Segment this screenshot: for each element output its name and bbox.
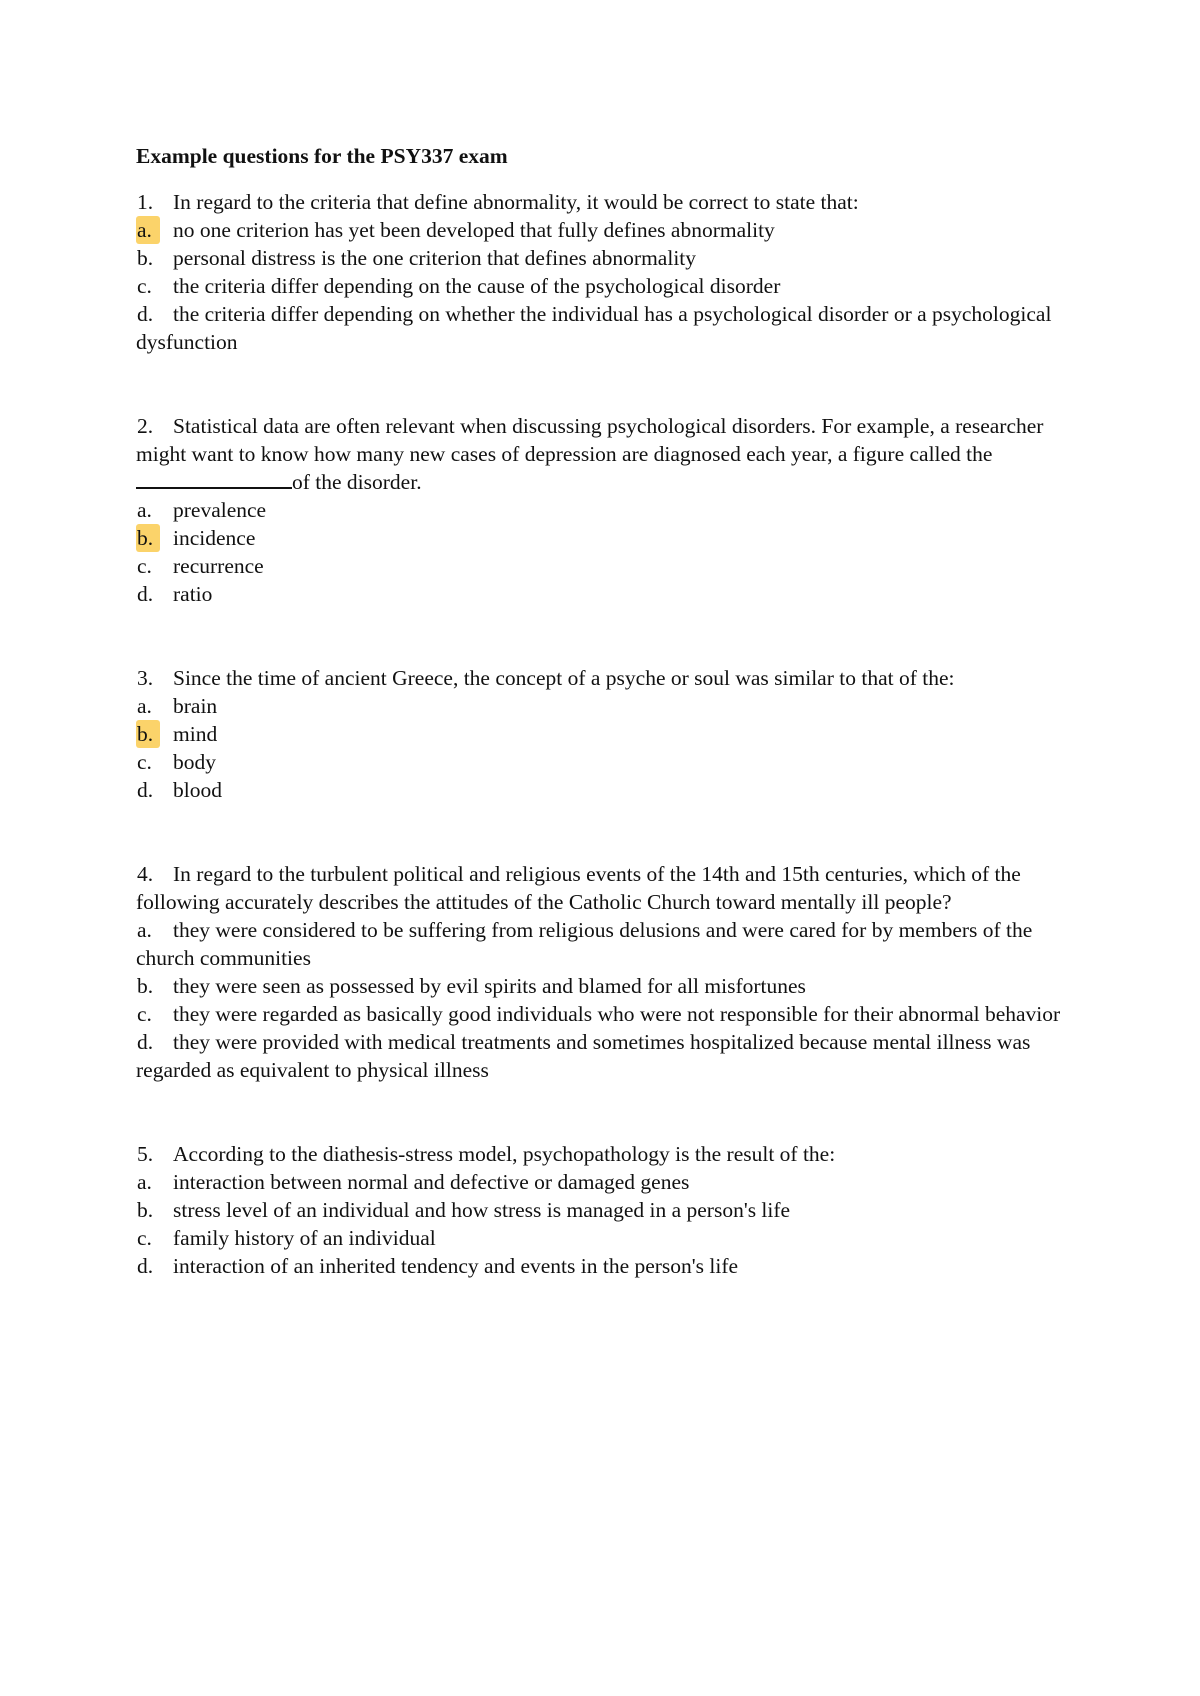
option-letter: d. [137,1030,154,1054]
question-text-after-blank: of the disorder. [292,470,422,494]
answer-option [136,692,1076,720]
option-text: ratio [173,582,213,606]
answer-option [136,244,1076,272]
question-stem [136,1140,1076,1168]
question-5 [136,1140,1076,1280]
option-text: the criteria differ depending on the cause of the psychological disorder [173,274,781,298]
option-letter: c. [137,1226,152,1250]
spacer [136,1084,1076,1140]
option-letter: a. [137,918,152,942]
option-text: prevalence [173,498,267,522]
option-letter: b. [137,974,154,998]
option-letter: a. [137,498,152,522]
answer-option [136,1252,1076,1280]
question-4 [136,860,1076,1084]
option-letter: c. [137,554,152,578]
answer-option [136,1000,1076,1028]
answer-option [136,916,1076,972]
option-text: they were considered to be suffering from religious delusions and were cared for by members of the church communities [136,918,1033,970]
question-1 [136,188,1076,356]
option-text: they were seen as possessed by evil spirits and blamed for all misfortunes [173,974,806,998]
exam-document [136,142,1076,1280]
option-letter-highlighted: b. [136,524,160,552]
option-text: stress level of an individual and how stress is managed in a person's life [173,1198,791,1222]
option-letter: b. [137,246,154,270]
option-letter: a. [137,694,152,718]
question-stem [136,412,1076,496]
answer-option [136,1196,1076,1224]
option-letter: d. [137,302,154,326]
option-letter: a. [137,1170,152,1194]
option-text: interaction of an inherited tendency and events in the person's life [173,1254,739,1278]
question-number: 5. [137,1142,154,1166]
option-letter: c. [137,274,152,298]
option-text: interaction between normal and defective or damaged genes [173,1170,690,1194]
answer-option [136,524,1076,552]
answer-option [136,1224,1076,1252]
option-text: mind [173,722,218,746]
option-letter: d. [137,778,154,802]
question-stem [136,664,1076,692]
option-text: brain [173,694,218,718]
answer-option [136,972,1076,1000]
option-text: no one criterion has yet been developed that fully defines abnormality [173,218,775,242]
question-text: Since the time of ancient Greece, the concept of a psyche or soul was similar to that of the: [173,666,955,690]
option-letter-highlighted: b. [136,720,160,748]
question-stem [136,860,1076,916]
question-text: In regard to the criteria that define abnormality, it would be correct to state that: [173,190,859,214]
option-letter-highlighted: a. [136,216,160,244]
question-2 [136,412,1076,608]
question-text: Statistical data are often relevant when discussing psychological disorders. For example, a researcher might want to know how many new cases of depression are diagnosed each year, a figure called the [136,414,1044,466]
answer-option [136,552,1076,580]
question-number: 2. [137,414,154,438]
question-number: 1. [137,190,154,214]
option-text: body [173,750,216,774]
spacer [136,804,1076,860]
answer-option [136,720,1076,748]
option-letter: d. [137,582,154,606]
spacer [136,356,1076,412]
question-text: In regard to the turbulent political and religious events of the 14th and 15th centuries, which of the following accurately describes the attitudes of the Catholic Church toward mentally ill people? [136,862,1021,914]
answer-option [136,776,1076,804]
spacer [136,608,1076,664]
option-text: the criteria differ depending on whether the individual has a psychological disorder or a psychological dysfunction [136,302,1052,354]
question-stem [136,188,1076,216]
option-letter: c. [137,750,152,774]
option-text: they were provided with medical treatments and sometimes hospitalized because mental illness was regarded as equivalent to physical illness [136,1030,1031,1082]
option-text: recurrence [173,554,264,578]
answer-option [136,272,1076,300]
answer-option [136,1168,1076,1196]
answer-option [136,580,1076,608]
answer-option [136,496,1076,524]
option-letter: b. [137,1198,154,1222]
option-letter: d. [137,1254,154,1278]
answer-option [136,748,1076,776]
question-3 [136,664,1076,804]
option-text: blood [173,778,222,802]
question-text: According to the diathesis-stress model, psychopathology is the result of the: [173,1142,836,1166]
option-text: incidence [173,526,256,550]
option-text: personal distress is the one criterion that defines abnormality [173,246,697,270]
answer-option [136,1028,1076,1084]
option-text: family history of an individual [173,1226,436,1250]
answer-option [136,300,1076,356]
question-number: 3. [137,666,154,690]
document-title: Example questions for the PSY337 exam [136,144,508,168]
option-letter: c. [137,1002,152,1026]
option-text: they were regarded as basically good individuals who were not responsible for their abnormal behavior [173,1002,1061,1026]
answer-option [136,216,1076,244]
fill-in-blank [136,469,292,489]
question-number: 4. [137,862,154,886]
